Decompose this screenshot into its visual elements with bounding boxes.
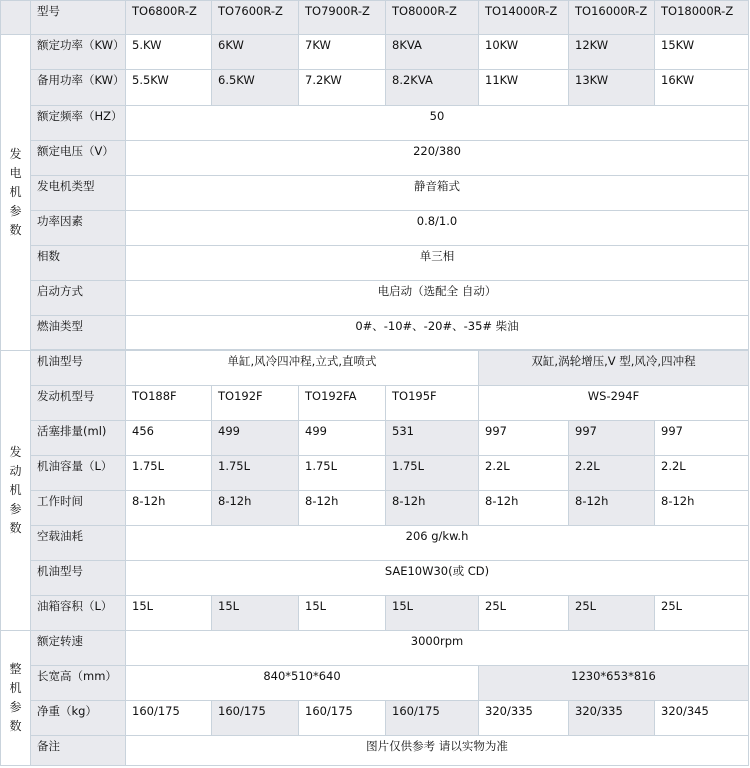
table-cell: 6.5KW [212, 70, 299, 106]
table-cell: 2.2L [655, 456, 749, 491]
table-cell: 0.8/1.0 [126, 211, 749, 246]
row-label: 活塞排量(ml) [31, 421, 126, 456]
table-cell: 8-12h [212, 491, 299, 526]
table-cell: 3000rpm [126, 631, 749, 666]
table-cell: 160/175 [126, 701, 212, 736]
table-row [1, 491, 749, 526]
table-cell: 220/380 [126, 141, 749, 176]
table-cell: 8-12h [655, 491, 749, 526]
table-cell: 25L [655, 596, 749, 631]
table-cell: TO195F [386, 386, 479, 421]
table-cell: SAE10W30(或 CD) [126, 561, 749, 596]
model-header: TO18000R-Z [655, 1, 749, 35]
row-label: 备用功率（KW） [31, 70, 126, 106]
table-row [1, 316, 749, 350]
table-cell: 8.2KVA [386, 70, 479, 106]
table-cell: 997 [479, 421, 569, 456]
row-label: 功率因素 [31, 211, 126, 246]
table-cell: 电启动（选配全 自动） [126, 281, 749, 316]
row-label: 额定功率（KW） [31, 35, 126, 70]
table-cell: 15L [299, 596, 386, 631]
table-cell: 8-12h [386, 491, 479, 526]
table-cell: 25L [569, 596, 655, 631]
table-cell: 8-12h [479, 491, 569, 526]
table-row [1, 211, 749, 246]
row-label: 机油型号 [31, 561, 126, 596]
table-cell: TO192FA [299, 386, 386, 421]
table-cell: 15L [212, 596, 299, 631]
table-row [1, 666, 749, 701]
table-cell: 1.75L [212, 456, 299, 491]
table-cell: 1.75L [126, 456, 212, 491]
table-row [1, 281, 749, 316]
row-label: 机油容量（L） [31, 456, 126, 491]
table-row [1, 246, 749, 281]
table-cell: 1.75L [299, 456, 386, 491]
model-header: TO8000R-Z [386, 1, 479, 35]
table-cell: 531 [386, 421, 479, 456]
row-label: 工作时间 [31, 491, 126, 526]
model-header: TO7900R-Z [299, 1, 386, 35]
table-cell: 1230*653*816 [479, 666, 749, 701]
table-cell: 8-12h [126, 491, 212, 526]
row-label: 燃油类型 [31, 316, 126, 350]
table-row [1, 35, 749, 70]
row-label: 发动机型号 [31, 386, 126, 421]
table-cell: 13KW [569, 70, 655, 106]
table-cell: 7KW [299, 35, 386, 70]
row-label: 油箱容积（L） [31, 596, 126, 631]
table-cell: 静音箱式 [126, 176, 749, 211]
model-header: TO6800R-Z [126, 1, 212, 35]
row-label: 发电机类型 [31, 176, 126, 211]
table-header-row [1, 1, 749, 35]
model-header: TO7600R-Z [212, 1, 299, 35]
table-cell: 160/175 [386, 701, 479, 736]
table-row [1, 106, 749, 141]
table-cell: 7.2KW [299, 70, 386, 106]
row-label: 额定频率（HZ） [31, 106, 126, 141]
table-cell: 206 g/kw.h [126, 526, 749, 561]
table-cell: 16KW [655, 70, 749, 106]
row-label: 额定电压（V） [31, 141, 126, 176]
table-row [1, 141, 749, 176]
table-cell: 2.2L [569, 456, 655, 491]
row-label: 机油型号 [31, 351, 126, 386]
table-cell: WS-294F [479, 386, 749, 421]
table-cell: 50 [126, 106, 749, 141]
table-row [1, 351, 749, 386]
table-cell: 双缸,涡轮增压,V 型,风冷,四冲程 [479, 351, 749, 386]
row-label: 启动方式 [31, 281, 126, 316]
row-label: 额定转速 [31, 631, 126, 666]
table-cell: 997 [655, 421, 749, 456]
table-cell: 320/335 [479, 701, 569, 736]
table-cell: 160/175 [299, 701, 386, 736]
table-cell: 5.KW [126, 35, 212, 70]
table-cell: TO188F [126, 386, 212, 421]
table-cell: 10KW [479, 35, 569, 70]
corner-cell [1, 1, 31, 35]
table-row [1, 176, 749, 211]
table-cell: 15KW [655, 35, 749, 70]
model-header: TO16000R-Z [569, 1, 655, 35]
table-cell: 8-12h [569, 491, 655, 526]
table-cell: 11KW [479, 70, 569, 106]
table-cell: 单缸,风冷四冲程,立式,直喷式 [126, 351, 479, 386]
table-cell: 图片仅供参考 请以实物为准 [126, 736, 749, 766]
table-cell: 8-12h [299, 491, 386, 526]
group-label-engine: 发动机参数 [1, 351, 31, 631]
table-row [1, 421, 749, 456]
table-cell: 单三相 [126, 246, 749, 281]
table-row [1, 701, 749, 736]
row-label: 净重（kg） [31, 701, 126, 736]
table-row [1, 561, 749, 596]
table-cell: 6KW [212, 35, 299, 70]
table-row [1, 386, 749, 421]
table-row [1, 736, 749, 766]
model-header: TO14000R-Z [479, 1, 569, 35]
group-label-generator: 发电机参数 [1, 35, 31, 351]
model-header-label: 型号 [31, 1, 126, 35]
table-cell: 12KW [569, 35, 655, 70]
table-cell: 997 [569, 421, 655, 456]
table-cell: 15L [126, 596, 212, 631]
table-cell: 25L [479, 596, 569, 631]
row-label: 长宽高（mm） [31, 666, 126, 701]
table-cell: 15L [386, 596, 479, 631]
table-row [1, 631, 749, 666]
table-cell: 320/345 [655, 701, 749, 736]
table-cell: 499 [299, 421, 386, 456]
table-cell: 2.2L [479, 456, 569, 491]
table-row [1, 456, 749, 491]
table-row [1, 526, 749, 561]
table-cell: 1.75L [386, 456, 479, 491]
group-label-machine: 整机参数 [1, 631, 31, 766]
table-cell: 456 [126, 421, 212, 456]
table-cell: 499 [212, 421, 299, 456]
table-cell: 5.5KW [126, 70, 212, 106]
row-label: 空载油耗 [31, 526, 126, 561]
table-row [1, 596, 749, 631]
table-cell: 8KVA [386, 35, 479, 70]
row-label: 相数 [31, 246, 126, 281]
table-cell: 0#、-10#、-20#、-35# 柴油 [126, 316, 749, 350]
table-cell: TO192F [212, 386, 299, 421]
table-cell: 160/175 [212, 701, 299, 736]
table-cell: 840*510*640 [126, 666, 479, 701]
table-row [1, 70, 749, 106]
row-label: 备注 [31, 736, 126, 766]
table-cell: 320/335 [569, 701, 655, 736]
